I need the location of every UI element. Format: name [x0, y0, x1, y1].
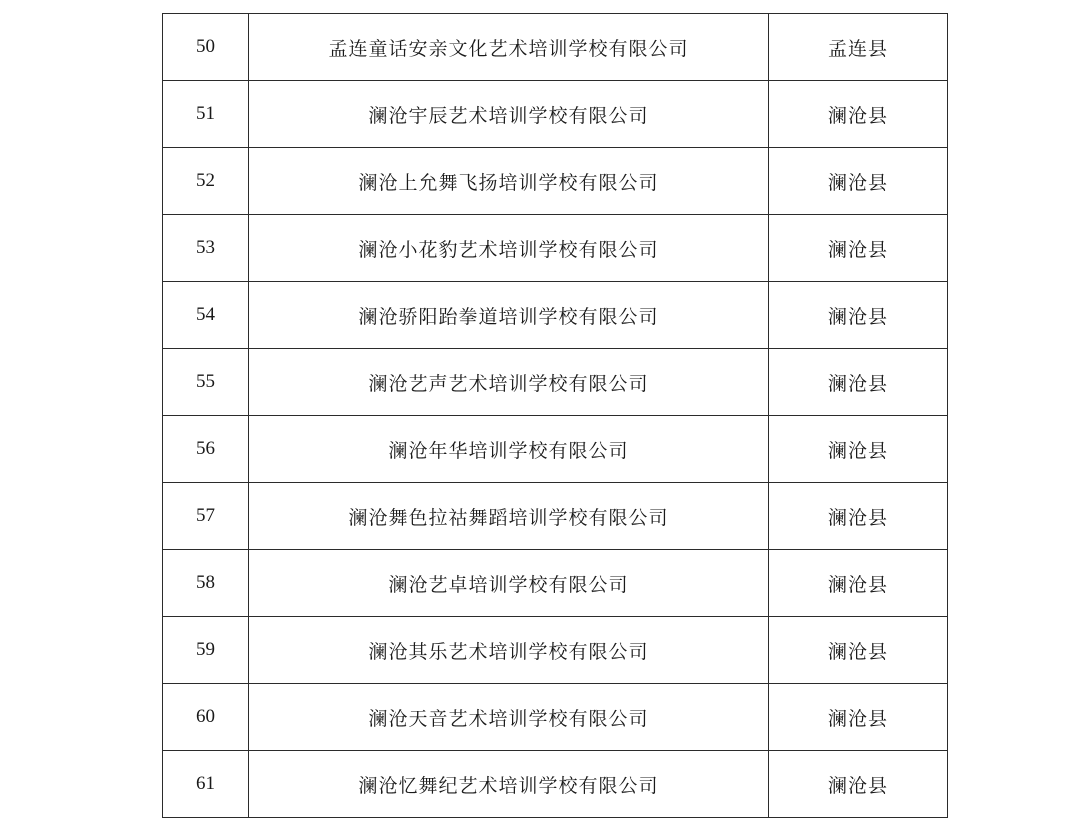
- row-number: 51: [163, 81, 249, 148]
- school-name: 孟连童话安亲文化艺术培训学校有限公司: [249, 14, 769, 81]
- school-name: 澜沧艺声艺术培训学校有限公司: [249, 349, 769, 416]
- school-name: 澜沧舞色拉祜舞蹈培训学校有限公司: [249, 483, 769, 550]
- county-name: 澜沧县: [769, 483, 948, 550]
- school-roster-table: [162, 13, 948, 818]
- table-row: [163, 483, 948, 550]
- table-row: [163, 684, 948, 751]
- table-body: [163, 14, 948, 818]
- county-name: 澜沧县: [769, 148, 948, 215]
- table-row: [163, 148, 948, 215]
- row-number: 60: [163, 684, 249, 751]
- table-row: [163, 14, 948, 81]
- school-name: 澜沧上允舞飞扬培训学校有限公司: [249, 148, 769, 215]
- county-name: 孟连县: [769, 14, 948, 81]
- table-row: [163, 81, 948, 148]
- county-name: 澜沧县: [769, 349, 948, 416]
- county-name: 澜沧县: [769, 550, 948, 617]
- county-name: 澜沧县: [769, 215, 948, 282]
- row-number: 58: [163, 550, 249, 617]
- row-number: 50: [163, 14, 249, 81]
- table-row: [163, 282, 948, 349]
- table-row: [163, 416, 948, 483]
- county-name: 澜沧县: [769, 282, 948, 349]
- row-number: 54: [163, 282, 249, 349]
- row-number: 55: [163, 349, 249, 416]
- table-row: [163, 215, 948, 282]
- table-row: [163, 550, 948, 617]
- school-name: 澜沧天音艺术培训学校有限公司: [249, 684, 769, 751]
- county-name: 澜沧县: [769, 81, 948, 148]
- school-name: 澜沧小花豹艺术培训学校有限公司: [249, 215, 769, 282]
- row-number: 56: [163, 416, 249, 483]
- table-row: [163, 349, 948, 416]
- table-row: [163, 751, 948, 818]
- county-name: 澜沧县: [769, 684, 948, 751]
- row-number: 57: [163, 483, 249, 550]
- county-name: 澜沧县: [769, 751, 948, 818]
- school-name: 澜沧其乐艺术培训学校有限公司: [249, 617, 769, 684]
- row-number: 59: [163, 617, 249, 684]
- row-number: 61: [163, 751, 249, 818]
- school-name: 澜沧艺卓培训学校有限公司: [249, 550, 769, 617]
- row-number: 52: [163, 148, 249, 215]
- table-row: [163, 617, 948, 684]
- school-name: 澜沧宇辰艺术培训学校有限公司: [249, 81, 769, 148]
- school-name: 澜沧忆舞纪艺术培训学校有限公司: [249, 751, 769, 818]
- school-name: 澜沧骄阳跆拳道培训学校有限公司: [249, 282, 769, 349]
- county-name: 澜沧县: [769, 617, 948, 684]
- school-name: 澜沧年华培训学校有限公司: [249, 416, 769, 483]
- row-number: 53: [163, 215, 249, 282]
- county-name: 澜沧县: [769, 416, 948, 483]
